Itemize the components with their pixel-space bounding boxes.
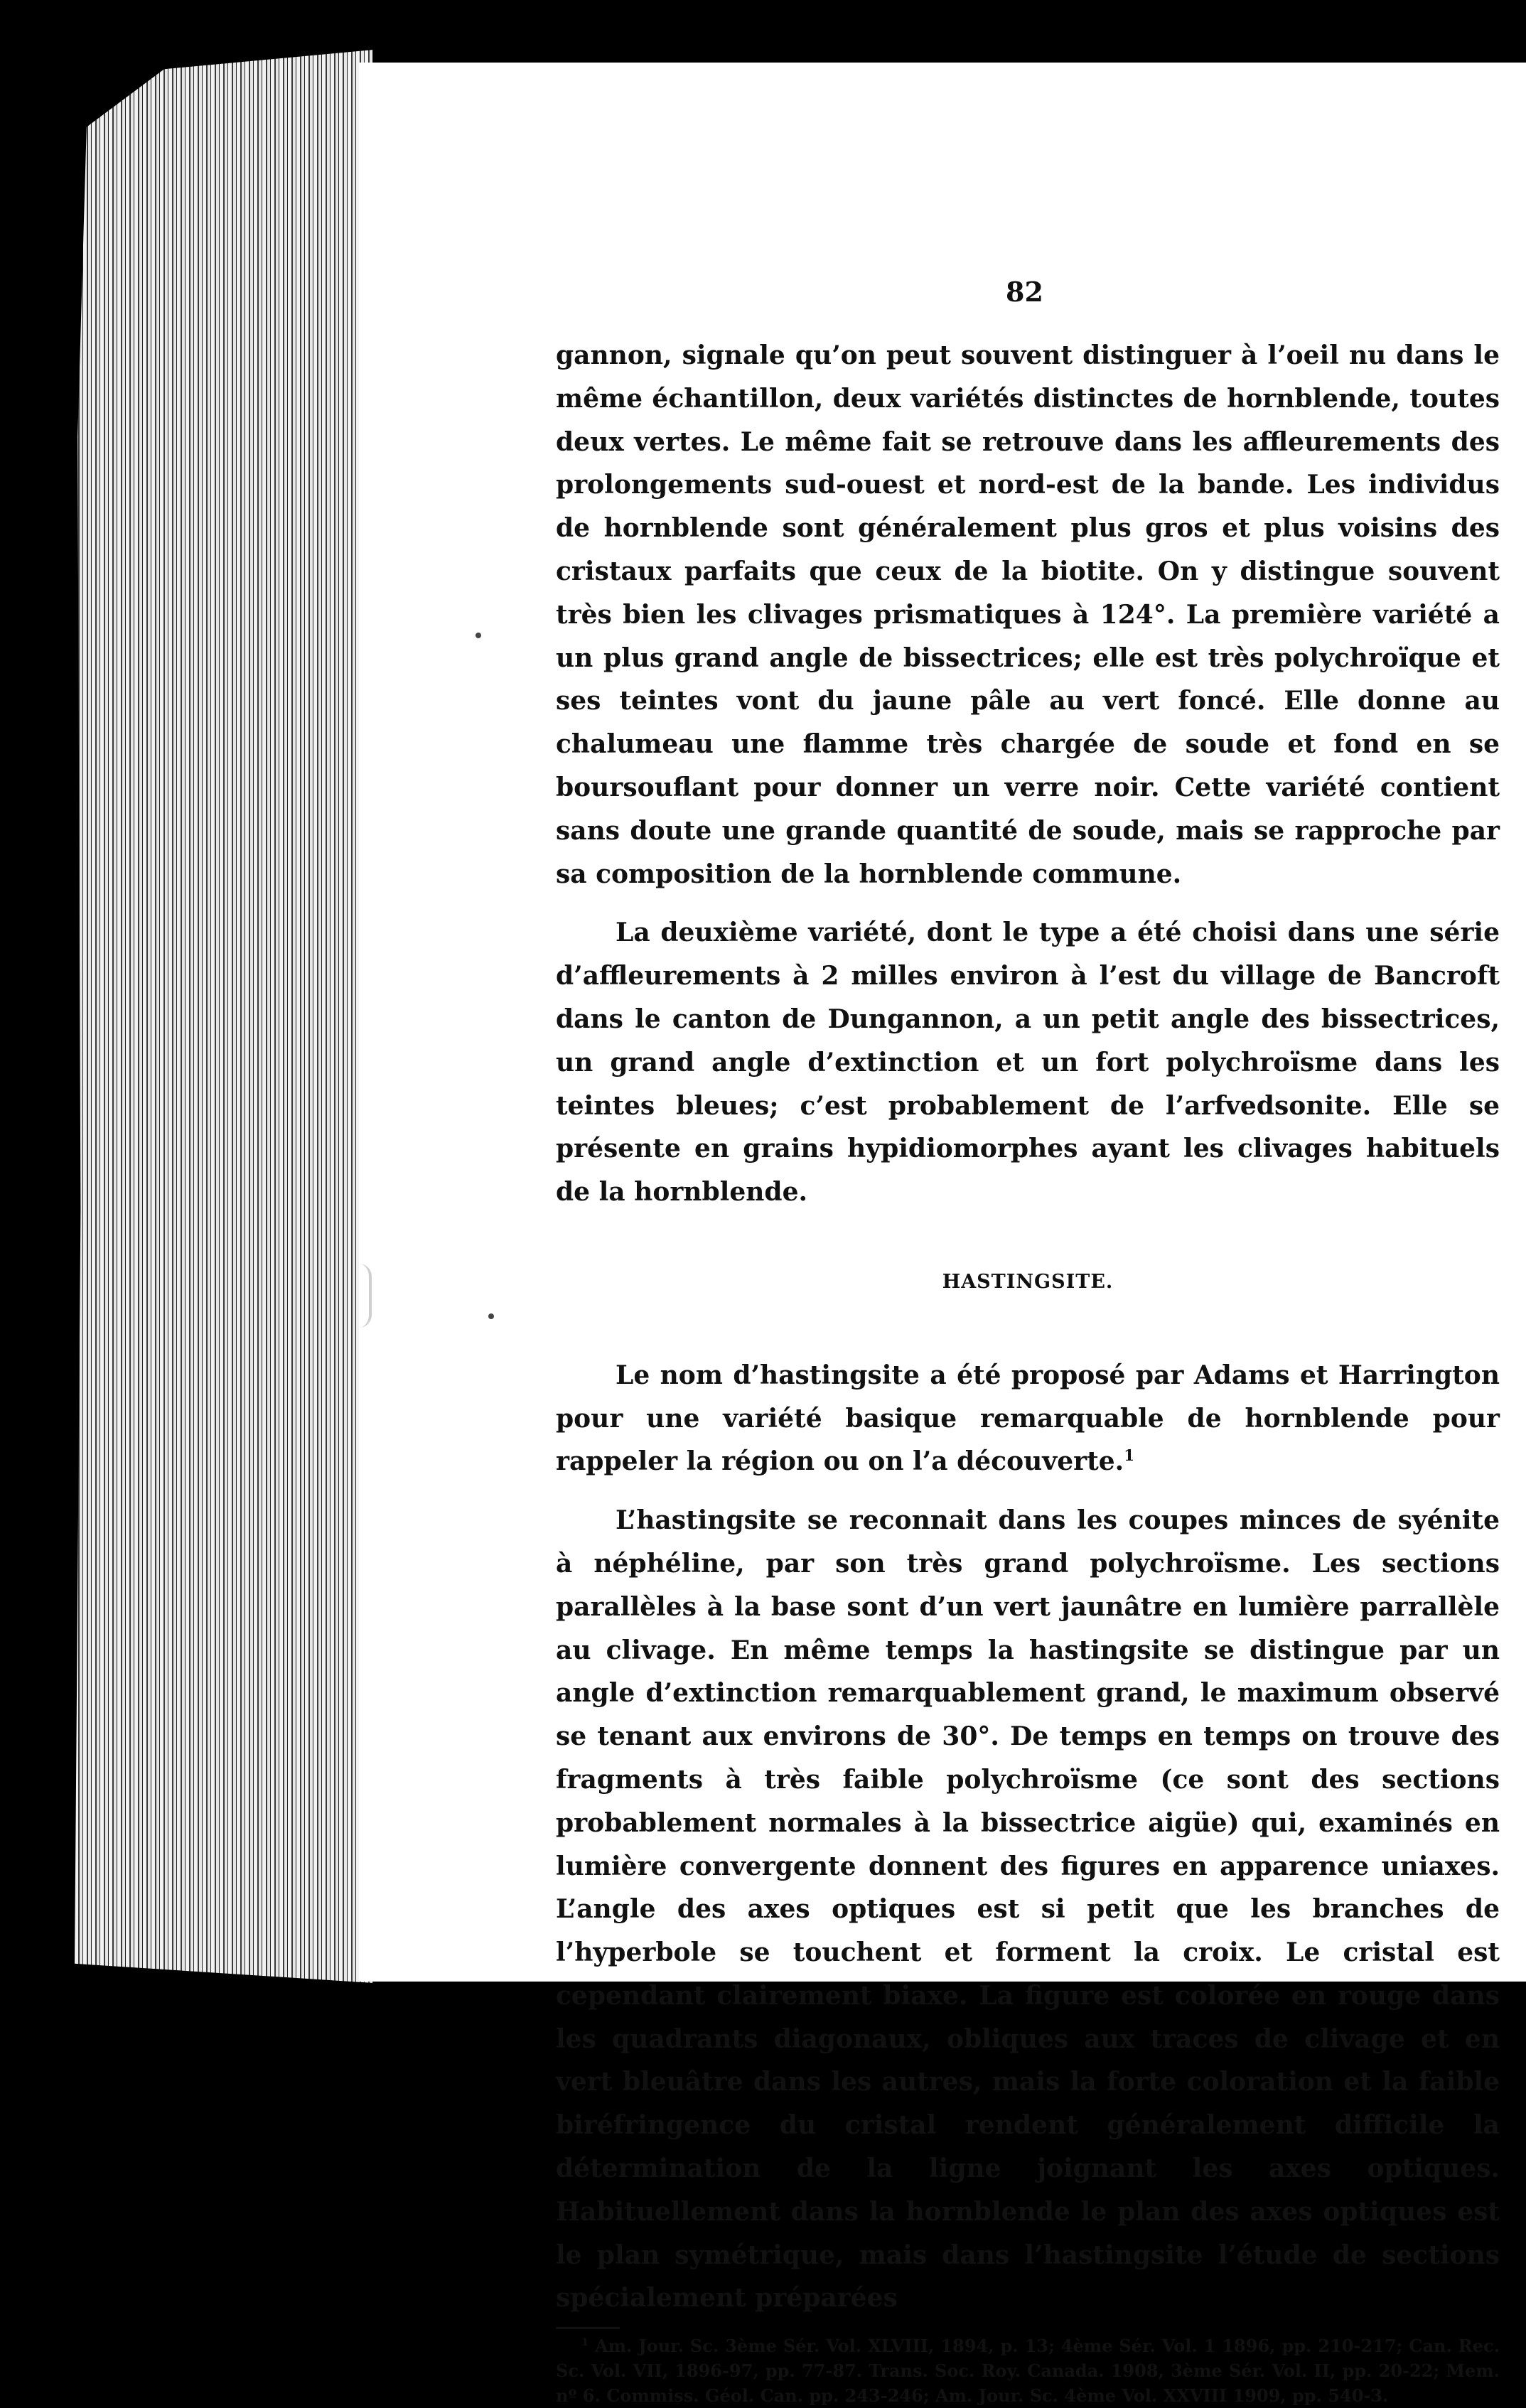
footnote-text: Am. Jour. Sc. 3ème Sér. Vol. XLVIII, 1894, p. 13; 4ème Sér. Vol. 1 1896, pp. 210-217; Can. Rec. Sc. Vol. VII, 1896-97, pp. 77-87. Trans. Soc. Roy. Canada. 1908, 3ème Sér. Vol. II, pp. 20-22; Mem. nº 6. Commiss. Géol. Can. pp. 243-246; Am. Jour. Sc. 4ème Vol. XXVIII 1909, pp. 540-3. (556, 2336, 1500, 2407)
paragraph-3-text: Le nom d’hastingsite a été proposé par Adams et Harrington pour une variété basique remarquable de hornblende pour rappeler la région ou on l’a découverte. (556, 1360, 1500, 1477)
binding-mark (359, 1264, 372, 1328)
footnote-reference: 1 (1124, 1447, 1135, 1466)
scan-dot (488, 1313, 494, 1319)
book-page-edges (75, 50, 373, 1983)
section-heading: HASTINGSITE. (942, 1270, 1114, 1293)
footnote-marker: 1 (581, 2336, 589, 2349)
paragraph-4: L’hastingsite se reconnait dans les coupes minces de syénite à néphéline, par son très grand polychroïsme. Les sections parallèles à la base sont d’un vert jaunâtre en lumière parrallèle au clivage. En même temps la hastingsite se distingue par un angle d’extinction remarquablement grand, le maximum observé se tenant aux environs de 30°. De temps en temps on trouve des fragments à très faible polychroïsme (ce sont des sections probablement normales à la bissectrice aigüe) qui, examinés en lumière convergente donnent des figures en apparence uniaxes. L’angle des axes optiques est si petit que les branches de l’hyperbole se touchent et forment la croix. Le cristal est cependant clairement biaxe. La figure est colorée en rouge dans les quadrants diagonaux, obliques aux traces de clivage et en vert bleuâtre dans les autres, mais la forte coloration et la faible biréfringence du cristal rendent généralement difficile la détermination de la ligne joignant les axes optiques. Habituellement dans la hornblende le plan des axes optiques est le plan symétrique, mais dans l’hastingsite l’étude de sections spécialement préparées (556, 1505, 1500, 2313)
scan-dot (475, 633, 481, 638)
page-number: 82 (1006, 276, 1043, 308)
footnote-rule (556, 2327, 620, 2329)
paragraph-1: gannon, signale qu’on peut souvent distinguer à l’oeil nu dans le même échantillon, deux variétés distinctes de hornblende, toutes deux vertes. Le même fait se retrouve dans les affleurements des prolongements sud-ouest et nord-est de la bande. Les individus de hornblende sont généralement plus gros et plus voisins des cristaux parfaits que ceux de la biotite. On y distingue souvent très bien les clivages prismatiques à 124°. La première variété a un plus grand angle de bissectrices; elle est très polychroïque et ses teintes vont du jaune pâle au vert foncé. Elle donne au chalumeau une flamme très chargée de soude et fond en se boursouflant pour donner un verre noir. Cette variété contient sans doute une grande quantité de soude, mais se rapproche par sa composition de la hornblende commune. (556, 340, 1500, 889)
footnote (556, 2333, 1500, 2408)
page-body (556, 334, 1500, 2408)
paragraph-3 (556, 1354, 1500, 1483)
paragraph-2: La deuxième variété, dont le type a été choisi dans une série d’affleurements à 2 milles environ à l’est du village de Bancroft dans le canton de Dungannon, a un petit angle des bissectrices, un grand angle d’extinction et un fort polychroïsme dans les teintes bleues; c’est probablement de l’arfvedsonite. Elle se présente en grains hypidiomorphes ayant les clivages habituels de la hornblende. (556, 918, 1500, 1208)
